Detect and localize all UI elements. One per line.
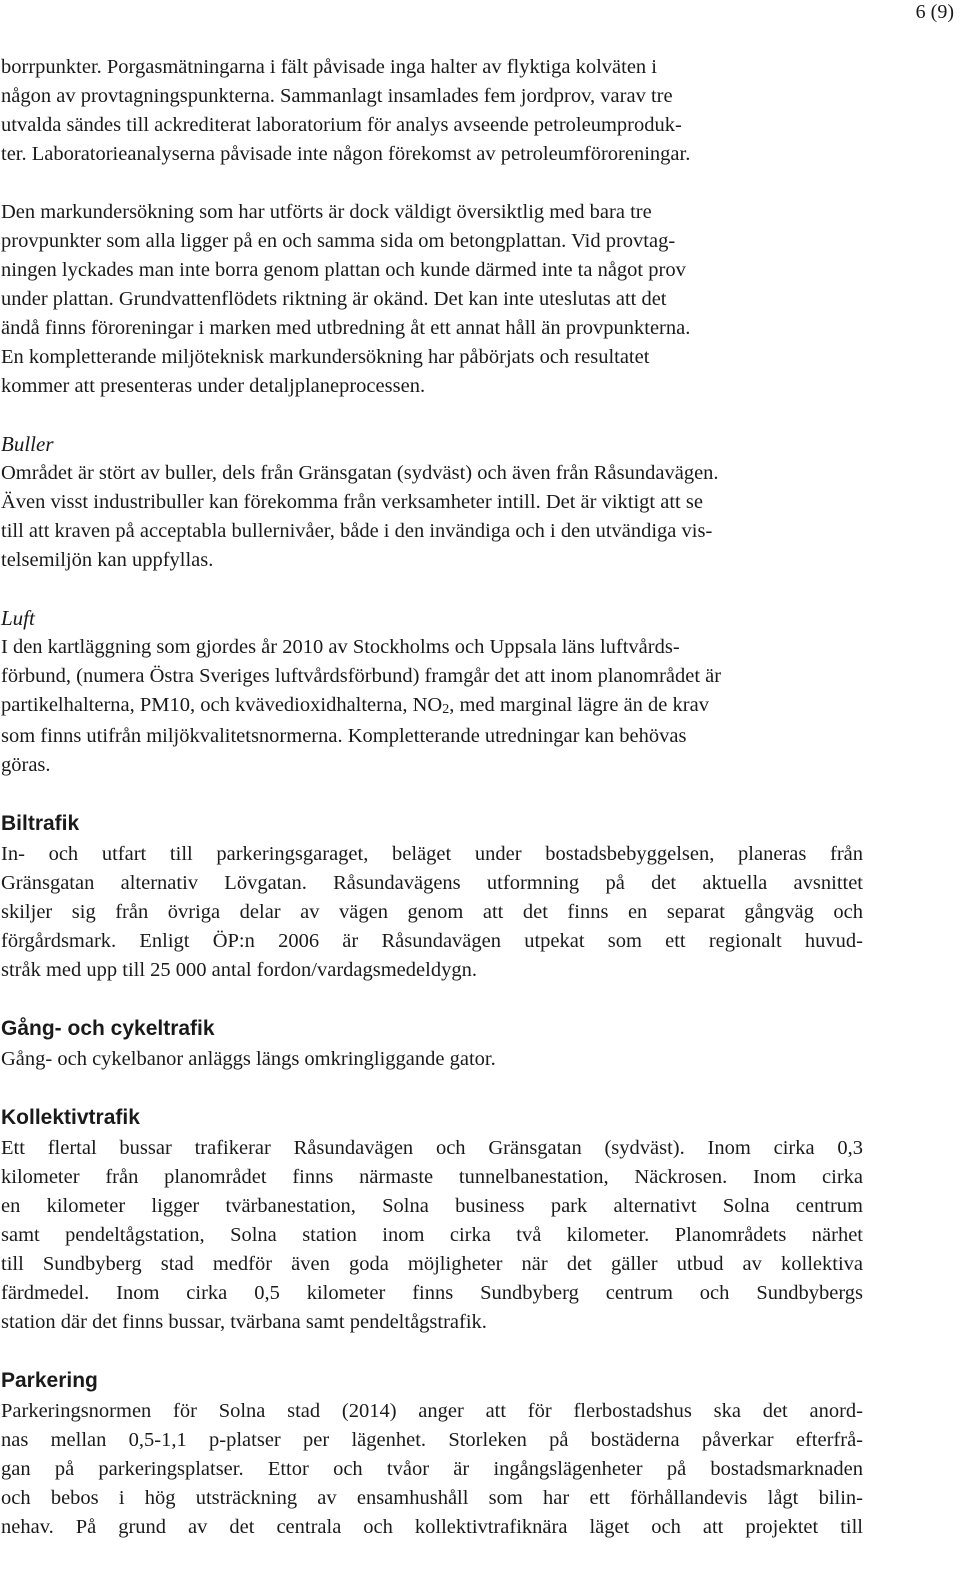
paragraph-parkering [1, 1397, 863, 1542]
paragraph-ground-survey [1, 198, 863, 401]
text-line: utvalda sändes till ackrediterat laboratorium för analys avseende petroleumproduk- [1, 114, 682, 136]
heading-parkering: Parkering [1, 1369, 98, 1392]
text-line: Gränsgatan alternativ Lövgatan. Råsundavägens utformning på det aktuella avsnittet [1, 872, 863, 894]
text-line: Gång- och cykelbanor anläggs längs omkringliggande gator. [1, 1048, 496, 1070]
paragraph-luft [1, 633, 863, 780]
heading-kollektivtrafik: Kollektivtrafik [1, 1106, 140, 1129]
text-line: göras. [1, 754, 51, 776]
paragraph-soil-analysis [1, 53, 863, 169]
paragraph-gang-cykel [1, 1045, 863, 1074]
text-line: förbund, (numera Östra Sveriges luftvårdsförbund) framgår det att inom planområdet är [1, 665, 722, 687]
text-line: någon av provtagningspunkterna. Sammanlagt insamlades fem jordprov, varav tre [1, 85, 673, 107]
heading-biltrafik: Biltrafik [1, 812, 80, 835]
text-line: En kompletterande miljöteknisk markundersökning har påbörjats och resultatet [1, 346, 650, 368]
text-line: skiljer sig från övriga delar av vägen genom att det finns en separat gångväg och [1, 901, 863, 923]
text-line: Området är stört av buller, dels från Gränsgatan (sydväst) och även från Råsundavägen. [1, 462, 719, 484]
text-line [1, 691, 863, 722]
text-line: I den kartläggning som gjordes år 2010 av Stockholms och Uppsala läns luftvårds- [1, 636, 680, 658]
text-line: under plattan. Grundvattenflödets riktning är okänd. Det kan inte uteslutas att det [1, 288, 667, 310]
text-line: borrpunkter. Porgasmätningarna i fält påvisade inga halter av flyktiga kolväten i [1, 56, 657, 78]
text-line: en kilometer ligger tvärbanestation, Solna business park alternativt Solna centrum [1, 1195, 863, 1217]
text-line: telsemiljön kan uppfyllas. [1, 549, 214, 571]
text-line: till Sundbyberg stad medför även goda möjligheter när det gäller utbud av kollektiva [1, 1253, 863, 1275]
subscript: 2 [442, 702, 450, 717]
text-line: samt pendeltågstation, Solna station inom cirka två kilometer. Planområdets närhet [1, 1224, 863, 1246]
paragraph-biltrafik [1, 840, 863, 985]
text-line: gan på parkeringsplatser. Ettor och tvåor är ingångslägenheter på bostadsmarknaden [1, 1458, 863, 1480]
heading-buller: Buller [1, 432, 54, 456]
text-line: kilometer från planområdet finns närmaste tunnelbanestation, Näckrosen. Inom cirka [1, 1166, 863, 1188]
text-line: station där det finns bussar, tvärbana samt pendeltågstrafik. [1, 1311, 487, 1333]
text-line: nas mellan 0,5-1,1 p-platser per lägenhet. Storleken på bostäderna påverkar efterfrå- [1, 1429, 863, 1451]
heading-luft: Luft [1, 606, 35, 630]
text-line: färdmedel. Inom cirka 0,5 kilometer finns Sundbyberg centrum och Sundbybergs [1, 1282, 863, 1304]
text-line: som finns utifrån miljökvalitetsnormerna. Kompletterande utredningar kan behövas [1, 725, 687, 747]
text-line: och bebos i hög utsträckning av ensamhushåll som har ett förhållandevis lågt bilin- [1, 1487, 863, 1509]
text-line: Parkeringsnormen för Solna stad (2014) anger att för flerbostadshus ska det anord- [1, 1400, 863, 1422]
text-line: ändå finns föroreningar i marken med utbredning åt ett annat håll än provpunkterna. [1, 317, 691, 339]
page-number: 6 (9) [915, 1, 954, 23]
text-line: nehav. På grund av det centrala och kollektivtrafiknära läget och att projektet till [1, 1516, 863, 1538]
text-line: kommer att presenteras under detaljplaneprocessen. [1, 375, 426, 397]
text-line: provpunkter som alla ligger på en och samma sida om betongplattan. Vid provtag- [1, 230, 676, 252]
text-line: ningen lyckades man inte borra genom plattan och kunde därmed inte ta något prov [1, 259, 686, 281]
heading-gang-cykel: Gång- och cykeltrafik [1, 1017, 215, 1040]
text-line: stråk med upp till 25 000 antal fordon/vardagsmedeldygn. [1, 959, 477, 981]
text-line: Den markundersökning som har utförts är dock väldigt översiktlig med bara tre [1, 201, 652, 223]
text-line: Även visst industribuller kan förekomma från verksamheter intill. Det är viktigt att se [1, 491, 703, 513]
page-content [1, 53, 863, 1542]
text-fragment: , med marginal lägre än de krav [449, 694, 709, 716]
paragraph-kollektivtrafik [1, 1134, 863, 1337]
text-line: In- och utfart till parkeringsgaraget, beläget under bostadsbebyggelsen, planeras från [1, 843, 863, 865]
paragraph-buller [1, 459, 863, 575]
text-line: förgårdsmark. Enligt ÖP:n 2006 är Råsundavägen utpekat som ett regionalt huvud- [1, 930, 863, 952]
text-line: ter. Laboratorieanalyserna påvisade inte någon förekomst av petroleumföroreningar. [1, 143, 691, 165]
text-line: till att kraven på acceptabla bullernivåer, både i den invändiga och i den utvändiga vis- [1, 520, 713, 542]
text-line: Ett flertal bussar trafikerar Råsundavägen och Gränsgatan (sydväst). Inom cirka 0,3 [1, 1137, 863, 1159]
text-fragment: partikelhalterna, PM10, och kvävedioxidhalterna, NO [1, 694, 443, 716]
